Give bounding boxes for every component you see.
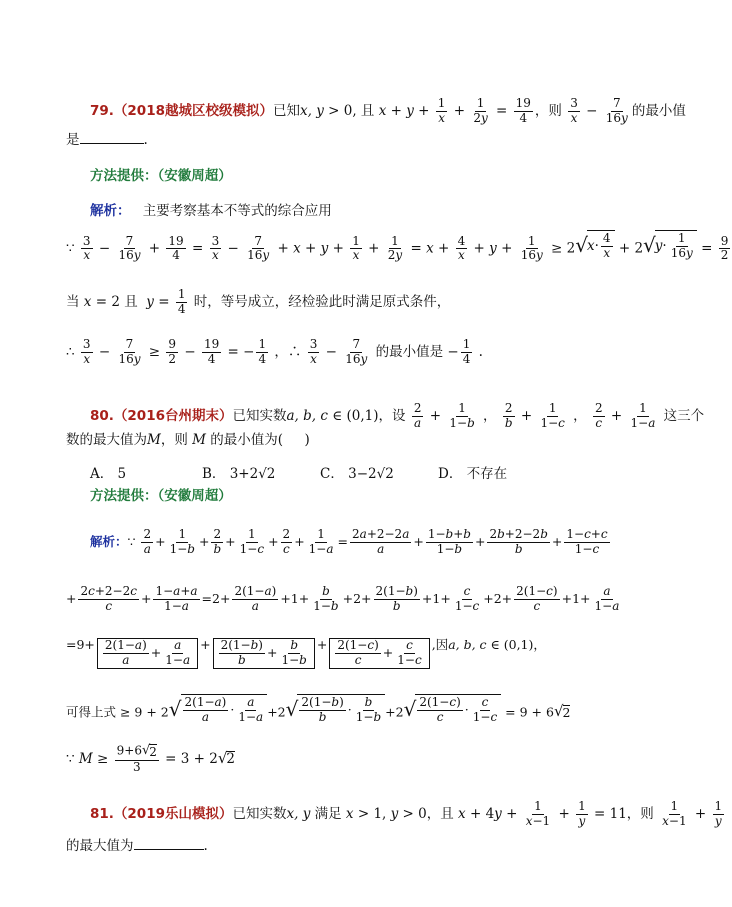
- q79-solution-line1: ∵ $\frac{3}{x}$ − $\frac{7}{16y}$ + $\frac{19}{4}$ = $\frac{3}{x}$ − $\frac{7}{16y}$ + x + y + $\frac{1}{x}$ + $\frac{1}{2y}$ = x + $\frac{4}{x}$ + y + $\frac{1}{16y}$ ≥ 2 √ x · $\frac{4}{x}$ + 2 √ y · $\frac{1}{16y}$ = $\frac{9}{2}$: [66, 231, 729, 263]
- q79-method: [90, 170, 232, 184]
- q80-option-b: B． 3+2√2: [202, 466, 276, 482]
- q80-solution-line3: =9+ $\frac{2(1-a)}{a}$ + $\frac{a}{1-a}$ + $\frac{2(1-b)}{b}$ + $\frac{b}{1-b}$ + $\frac{2(1-c)}{c}$ + $\frac{c}{1-c}$ ,因a, b, c ∈ (0,1)，: [66, 637, 546, 667]
- q79-stem-line: 79.（2018越城区校级模拟）已知x, y > 0, 且 x + y + $\frac{1}{x}$ + $\frac{1}{2y}$ = $\frac{19}{4}$ ，则 $\frac{3}{x}$ − $\frac{7}{16y}$ 的最小值: [90, 96, 686, 125]
- q80-method: [90, 490, 232, 504]
- q79-analysis: [90, 205, 332, 219]
- q80-solution-line1: 解析：∵ $\frac{2}{a}$ + $\frac{1}{1-b}$ + $\frac{2}{b}$ + $\frac{1}{1-c}$ + $\frac{2}{c}$ + $\frac{1}{1-a}$ = $\frac{2a+2-2a}{a}$ + $\frac{1-b+b}{1-b}$ + $\frac{2b+2-2b}{b}$ + $\frac{1-c+c}{1-c}$: [90, 527, 608, 556]
- q79-stem-tail: 是 .: [66, 132, 148, 148]
- q79-solution-line3: ∴ $\frac{3}{x}$ − $\frac{7}{16y}$ ≥ $\frac{9}{2}$ − $\frac{19}{4}$ = − $\frac{1}{4}$ ，∴ $\frac{3}{x}$ − $\frac{7}{16y}$ 的最小值是 − $\frac{1}{4}$ .: [66, 337, 483, 366]
- q81-header: 81.（2019乐山模拟）: [90, 805, 233, 822]
- q80-option-a: A． 5: [90, 466, 127, 482]
- q80-method-label: 方法提供：: [90, 488, 158, 504]
- q80-option-d: D． 不存在: [438, 466, 508, 482]
- q80-header: 80.（2016台州期末）: [90, 407, 233, 424]
- q80-method-author: （安徽周超）: [157, 488, 232, 504]
- q81-stem-line: 81.（2019乐山模拟）已知实数x, y 满足 x > 1, y > 0，且 x + 4y + $\frac{1}{x-1}$ + $\frac{1}{y}$ = 11，则 $\frac{1}{x-1}$ + $\frac{1}{y}$: [90, 799, 723, 828]
- q80-solution-line5: ∵ M ≥ 9+6 √ 2 3 = 3 + 2 √ 2: [66, 743, 236, 774]
- q80-analysis-label: 解析：: [90, 533, 128, 549]
- q79-header: 79.（2018越城区校级模拟）: [90, 102, 273, 119]
- q79-solution-line2: 当 x = 2 且 y = $\frac{1}{4}$ 时，等号成立，经检验此时满足原式条件，: [66, 287, 451, 316]
- q80-stem-line: 80.（2016台州期末）已知实数a, b, c ∈ (0,1)，设 $\frac{2}{a}$ + $\frac{1}{1-b}$ ， $\frac{2}{b}$ + $\frac{1}{1-c}$ ， $\frac{2}{c}$ + $\frac{1}{1-a}$ 这三个: [90, 401, 705, 430]
- q80-solution-line4: 可得上式 ≥ 9 + 2 √ $\frac{2(1-a)}{a}$ · $\frac{a}{1-a}$ +2 √ $\frac{2(1-b)}{b}$ · $\frac{b}{1-b}$ +2 √ $\frac{2(1-c)}{c}$ · $\frac{c}{1-c}$ = 9 + 6 √ 2: [66, 695, 571, 724]
- q80-option-c: C． 3−2√2: [320, 466, 394, 482]
- q79-method-author: （安徽周超）: [157, 168, 232, 184]
- q79-method-label: 方法提供：: [90, 168, 158, 184]
- q81-stem-tail: 的最大值为 .: [66, 838, 208, 854]
- q79-analysis-label: 解析：: [90, 203, 131, 219]
- q79-analysis-text: 主要考察基本不等式的综合应用: [142, 203, 332, 219]
- q80-solution-line2: + $\frac{2c+2-2c}{c}$ + $\frac{1-a+a}{1-a}$ =2+ $\frac{2(1-a)}{a}$ +1+ $\frac{b}{1-b}$ +2+ $\frac{2(1-b)}{b}$ +1+ $\frac{c}{1-c}$ +2+ $\frac{2(1-c)}{c}$ +1+ $\frac{a}{1-a}$: [66, 584, 620, 613]
- q80-stem-tail: 数的最大值为M，则 M 的最小值为( ): [66, 432, 310, 448]
